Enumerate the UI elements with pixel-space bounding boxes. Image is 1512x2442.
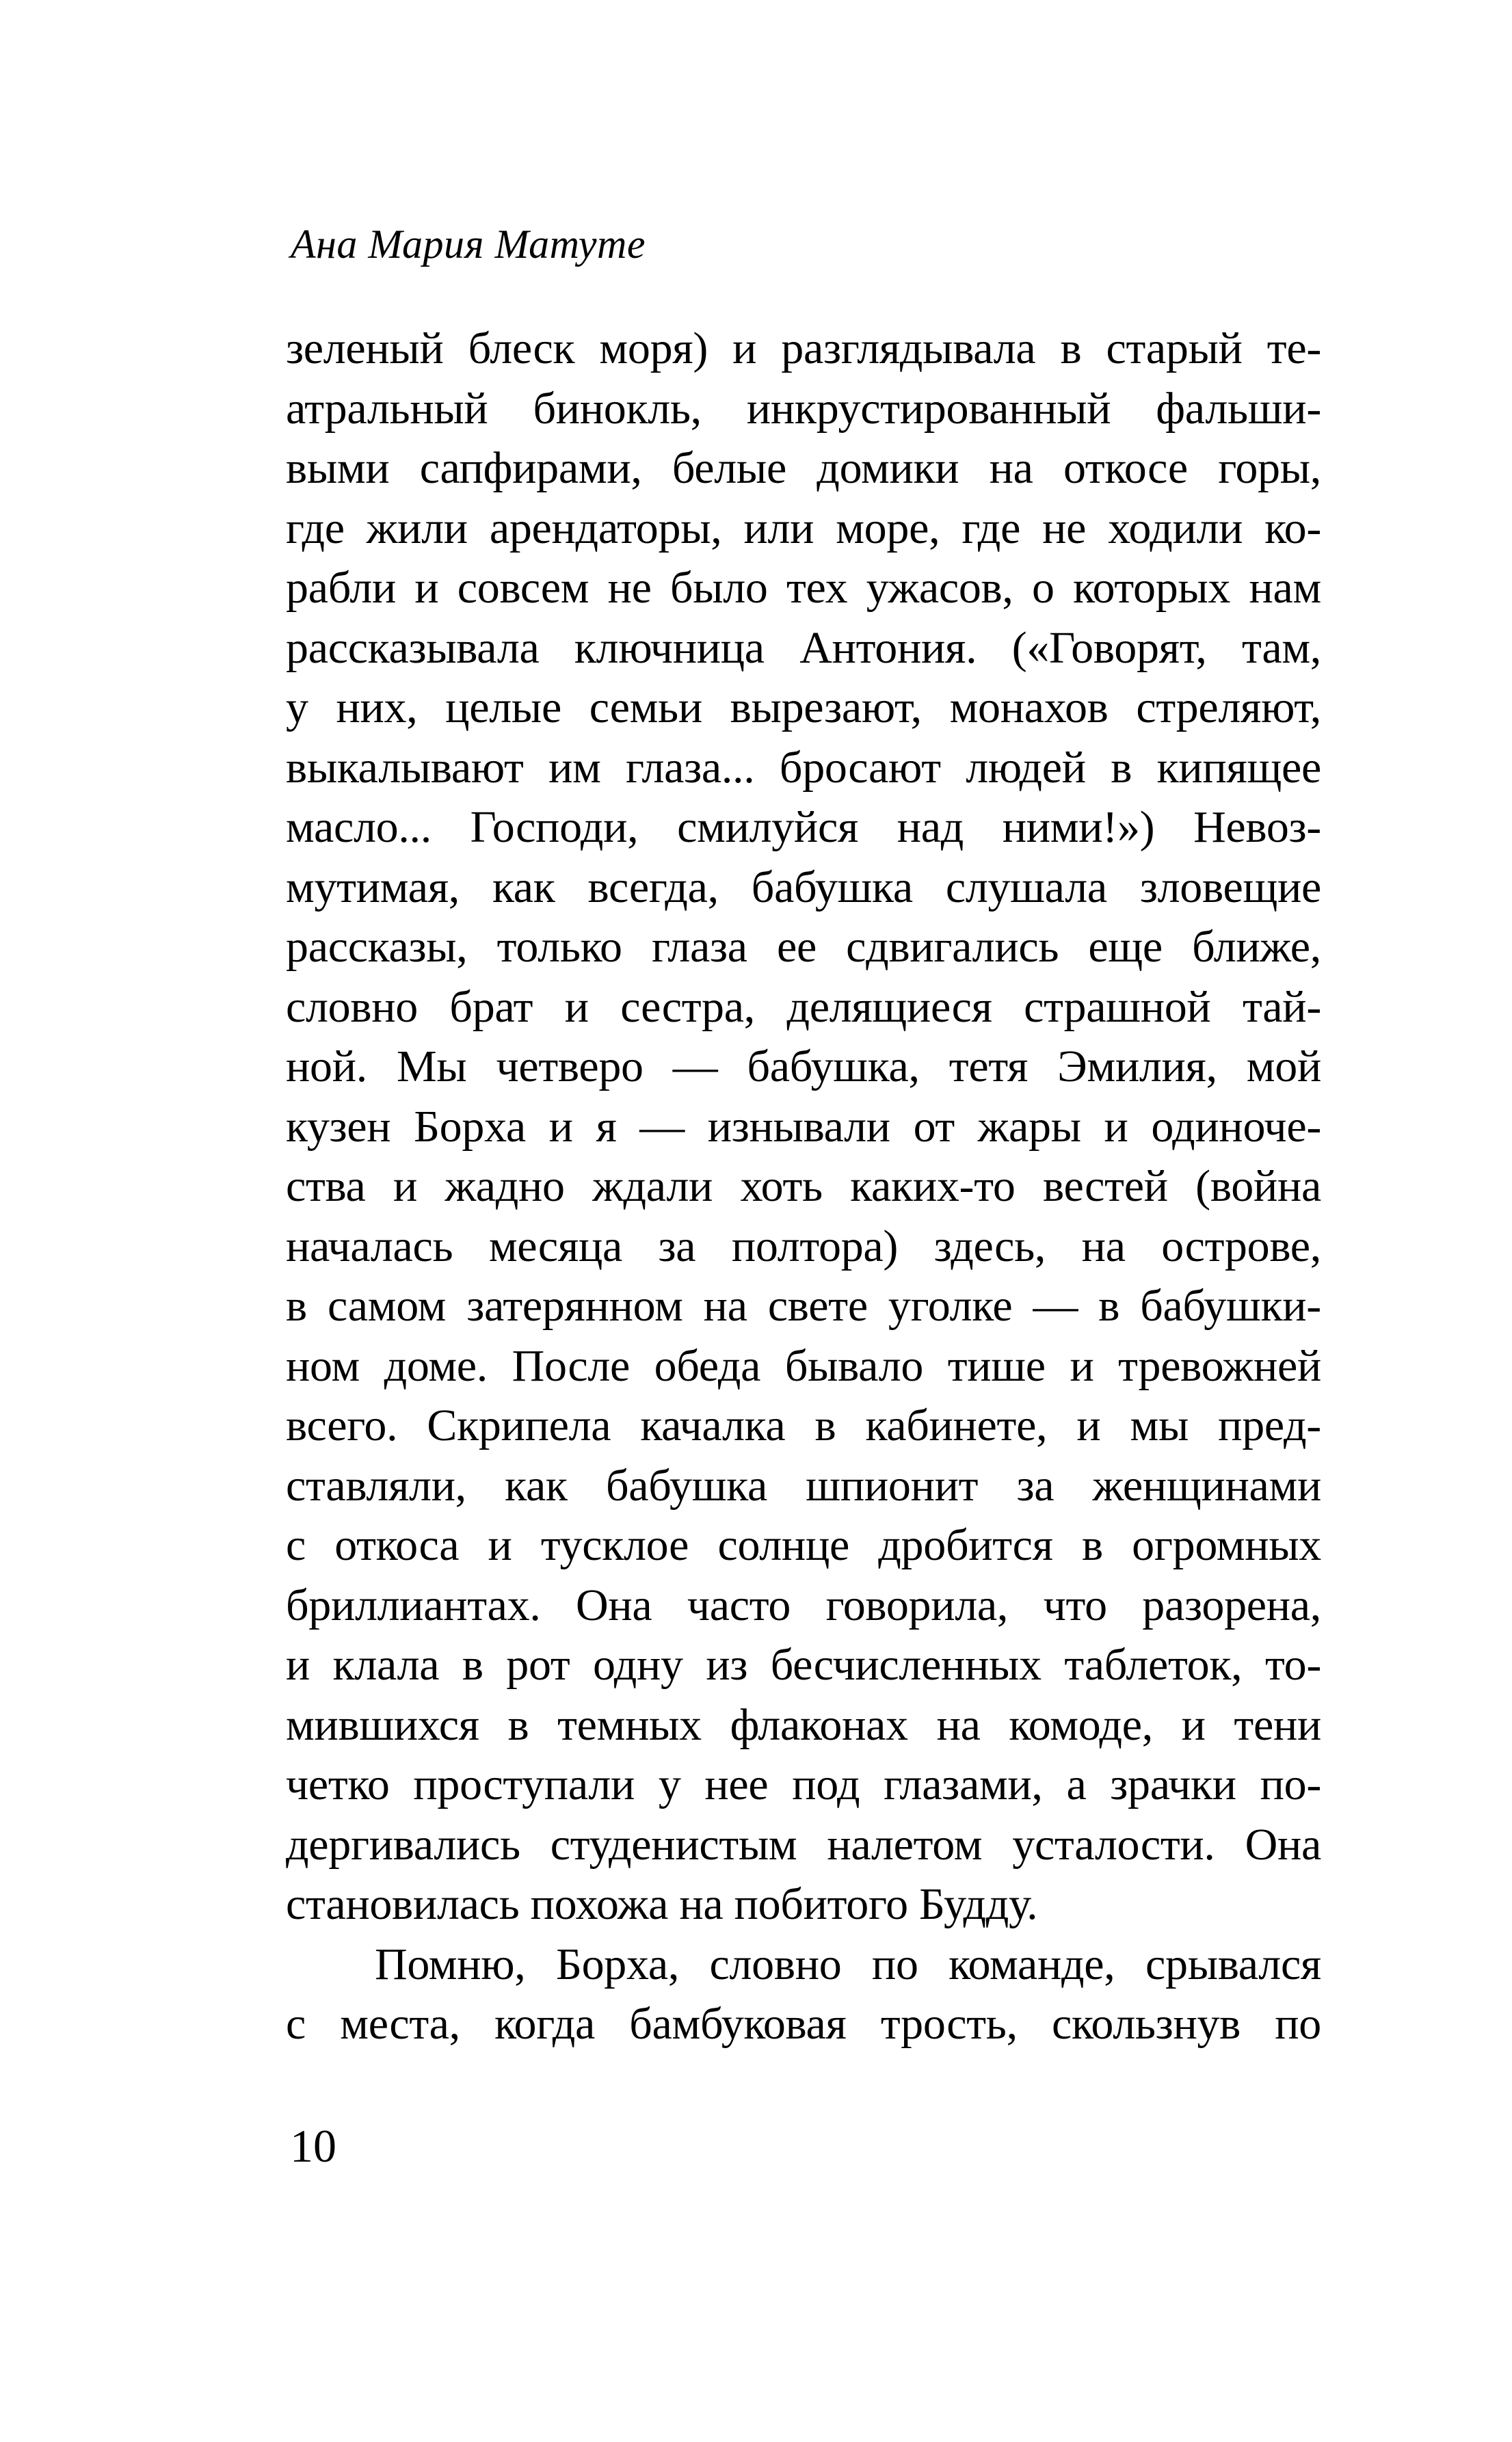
- text-line: мившихся в темных флаконах на комоде, и тени: [286, 1699, 1321, 1750]
- author-header: Ана Мария Матуте: [291, 222, 646, 267]
- text-line: где жили арендаторы, или море, где не ходили ко-: [286, 503, 1321, 553]
- text-line: в самом затерянном на свете уголке — в бабушки-: [286, 1281, 1321, 1331]
- text-line: кузен Борха и я — изнывали от жары и одиноче-: [286, 1101, 1321, 1152]
- text-line: всего. Скрипела качалка в кабинете, и мы пред-: [286, 1401, 1321, 1450]
- text-line: рабли и совсем не было тех ужасов, о которых нам: [286, 563, 1321, 613]
- text-line: рассказывала ключница Антония. («Говорят, там,: [286, 622, 1321, 673]
- text-line: выми сапфирами, белые домики на откосе горы,: [286, 443, 1321, 493]
- text-line: выкалывают им глаза... бросают людей в кипящее: [286, 742, 1321, 793]
- text-line: с места, когда бамбуковая трость, скользнув по: [286, 1999, 1321, 2049]
- text-line: атральный бинокль, инкрустированный фальши-: [286, 383, 1321, 434]
- page-number: 10: [290, 2120, 336, 2172]
- text-line: ставляли, как бабушка шпионит за женщинами: [286, 1460, 1321, 1511]
- text-line: мутимая, как всегда, бабушка слушала зловещие: [286, 862, 1321, 912]
- text-line: словно брат и сестра, делящиеся страшной тай-: [286, 981, 1321, 1032]
- text-line: дергивались студенистым налетом усталости. Она: [286, 1819, 1321, 1870]
- text-line-paragraph-end: становилась похожа на побитого Будду.: [286, 1879, 1038, 1929]
- text-line: ства и жадно ждали хоть каких-то вестей (война: [286, 1161, 1321, 1211]
- text-line: ной. Мы четверо — бабушка, тетя Эмилия, мой: [286, 1041, 1321, 1091]
- text-line: с откоса и тусклое солнце дробится в огромных: [286, 1520, 1321, 1570]
- text-line: бриллиантах. Она часто говорила, что разорена,: [286, 1580, 1321, 1630]
- text-line: ном доме. После обеда бывало тише и тревожней: [286, 1340, 1321, 1391]
- text-line: у них, целые семьи вырезают, монахов стреляют,: [286, 682, 1321, 732]
- text-line: зеленый блеск моря) и разглядывала в старый те-: [286, 323, 1321, 373]
- text-line: началась месяца за полтора) здесь, на острове,: [286, 1221, 1321, 1271]
- body-text: [286, 319, 1321, 2054]
- text-line: и клала в рот одну из бесчисленных таблеток, то-: [286, 1640, 1321, 1690]
- text-line: четко проступали у нее под глазами, а зрачки по-: [286, 1760, 1321, 1809]
- text-line: масло... Господи, смилуйся над ними!») Невоз-: [286, 802, 1321, 852]
- text-line-paragraph-start: Помню, Борха, словно по команде, срывался: [375, 1939, 1321, 1989]
- text-line: рассказы, только глаза ее сдвигались еще ближе,: [286, 922, 1321, 972]
